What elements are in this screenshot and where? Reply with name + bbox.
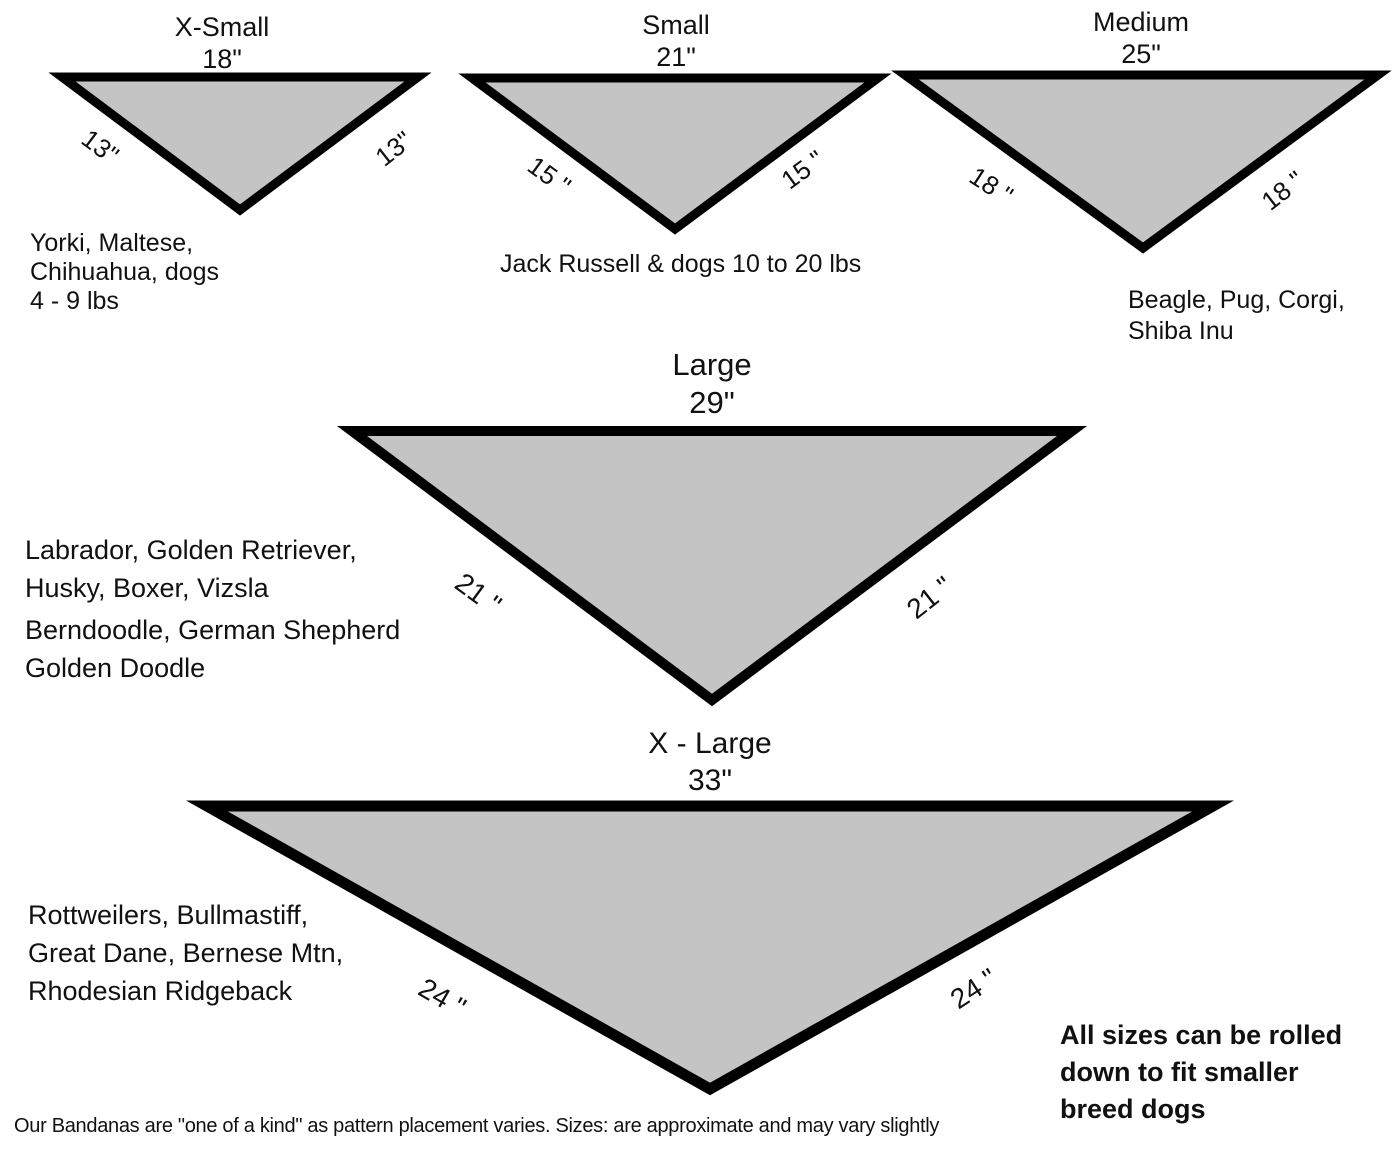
breed-line: Rottweilers, Bullmastiff, xyxy=(28,900,309,930)
breed-list-x-large xyxy=(28,896,343,1010)
size-name: Small xyxy=(642,10,710,40)
breed-list-x-small xyxy=(30,229,219,316)
breed-line: Husky, Boxer, Vizsla xyxy=(25,573,269,603)
size-top-width: 18" xyxy=(202,44,242,74)
size-name: X - Large xyxy=(648,727,772,760)
size-title-large xyxy=(562,346,862,422)
breed-list-medium xyxy=(1128,285,1345,347)
breed-line: Beagle, Pug, Corgi, xyxy=(1128,286,1345,314)
edge-label-left-small: 15 " xyxy=(522,150,577,202)
note-line: down to fit smaller xyxy=(1060,1057,1299,1087)
edge-label-right-large: 21 " xyxy=(900,570,959,625)
size-top-width: 21" xyxy=(656,42,696,72)
bandana-triangle-large xyxy=(352,431,1072,700)
size-name: Large xyxy=(672,347,752,382)
breed-line: Jack Russell & dogs 10 to 20 lbs xyxy=(500,250,862,278)
size-title-x-large xyxy=(560,725,860,799)
breed-line: Rhodesian Ridgeback xyxy=(28,976,293,1006)
edge-label-right-medium: 18 " xyxy=(1255,164,1310,217)
breed-line: Labrador, Golden Retriever, xyxy=(25,535,357,565)
note-line: All sizes can be rolled xyxy=(1060,1020,1343,1050)
breed-line: Berndoodle, German Shepherd xyxy=(25,615,401,645)
edge-label-right-x-small: 13" xyxy=(369,125,418,173)
rolled-down-note xyxy=(1060,1017,1342,1128)
breed-line: Shiba Inu xyxy=(1128,317,1234,345)
bandana-triangle-medium xyxy=(905,75,1378,248)
size-top-width: 29" xyxy=(689,385,735,420)
edge-label-left-x-large: 24 " xyxy=(413,971,472,1024)
size-top-width: 33" xyxy=(687,764,733,797)
edge-label-left-x-small: 13" xyxy=(76,123,125,171)
size-name: Medium xyxy=(1092,7,1190,37)
size-title-small xyxy=(526,9,826,73)
edge-label-right-small: 15 " xyxy=(775,144,830,196)
edge-label-right-x-large: 24 " xyxy=(944,962,1003,1015)
breed-line: Yorki, Maltese, xyxy=(30,229,194,257)
edge-label-left-medium: 18 " xyxy=(964,160,1019,211)
breed-list-large xyxy=(25,531,400,687)
breed-line: 4 - 9 lbs xyxy=(30,287,119,315)
disclaimer-text: Our Bandanas are "one of a kind" as pattern placement varies. Sizes: are approximate and may vary slightly xyxy=(14,1115,940,1137)
edge-label-left-large: 21 " xyxy=(449,566,508,621)
breed-line: Golden Doodle xyxy=(25,653,206,683)
note-line: breed dogs xyxy=(1060,1094,1206,1124)
size-top-width: 25" xyxy=(1121,39,1161,69)
size-title-x-small xyxy=(72,11,372,75)
breed-list-small xyxy=(500,250,861,279)
breed-line: Great Dane, Bernese Mtn, xyxy=(28,938,344,968)
breed-line: Chihuahua, dogs xyxy=(30,258,220,286)
size-title-medium xyxy=(991,6,1291,70)
size-name: X-Small xyxy=(174,12,270,42)
